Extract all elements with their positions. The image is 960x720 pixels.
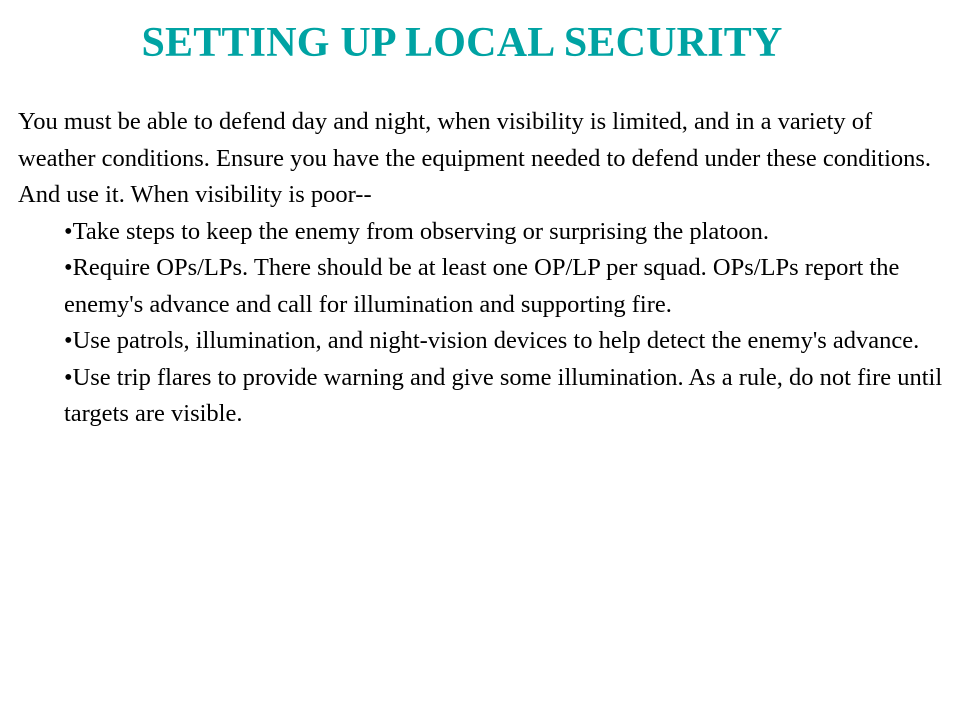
bullet-text: Use trip flares to provide warning and give some illumination. As a rule, do not fire until targets are visible.	[64, 363, 943, 427]
bullet-symbol: •	[64, 327, 73, 354]
slide-title: SETTING UP LOCAL SECURITY	[141, 20, 783, 66]
bullet-item	[64, 250, 950, 323]
bullet-symbol: •	[64, 217, 73, 245]
intro-paragraph: You must be able to defend day and night, when visibility is limited, and in a variety of weather conditions. Ensure you have the equipment needed to defend under these conditions. And use it. When visibility is poor--	[18, 108, 932, 208]
bullet-text: Take steps to keep the enemy from observing or surprising the platoon.	[72, 217, 769, 245]
bullet-item	[64, 214, 950, 251]
slide-body	[18, 104, 950, 433]
bullet-symbol: •	[64, 254, 73, 281]
bullet-text: Use patrols, illumination, and night-vision devices to help detect the enemy's advance.	[72, 327, 920, 354]
bullet-symbol: •	[64, 363, 73, 391]
bullet-list	[18, 214, 950, 433]
bullet-item	[64, 323, 950, 360]
bullet-text: Require OPs/LPs. There should be at least one OP/LP per squad. OPs/LPs report the enemy's advance and call for illumination and supporting fire.	[64, 254, 900, 318]
bullet-item	[64, 360, 950, 433]
